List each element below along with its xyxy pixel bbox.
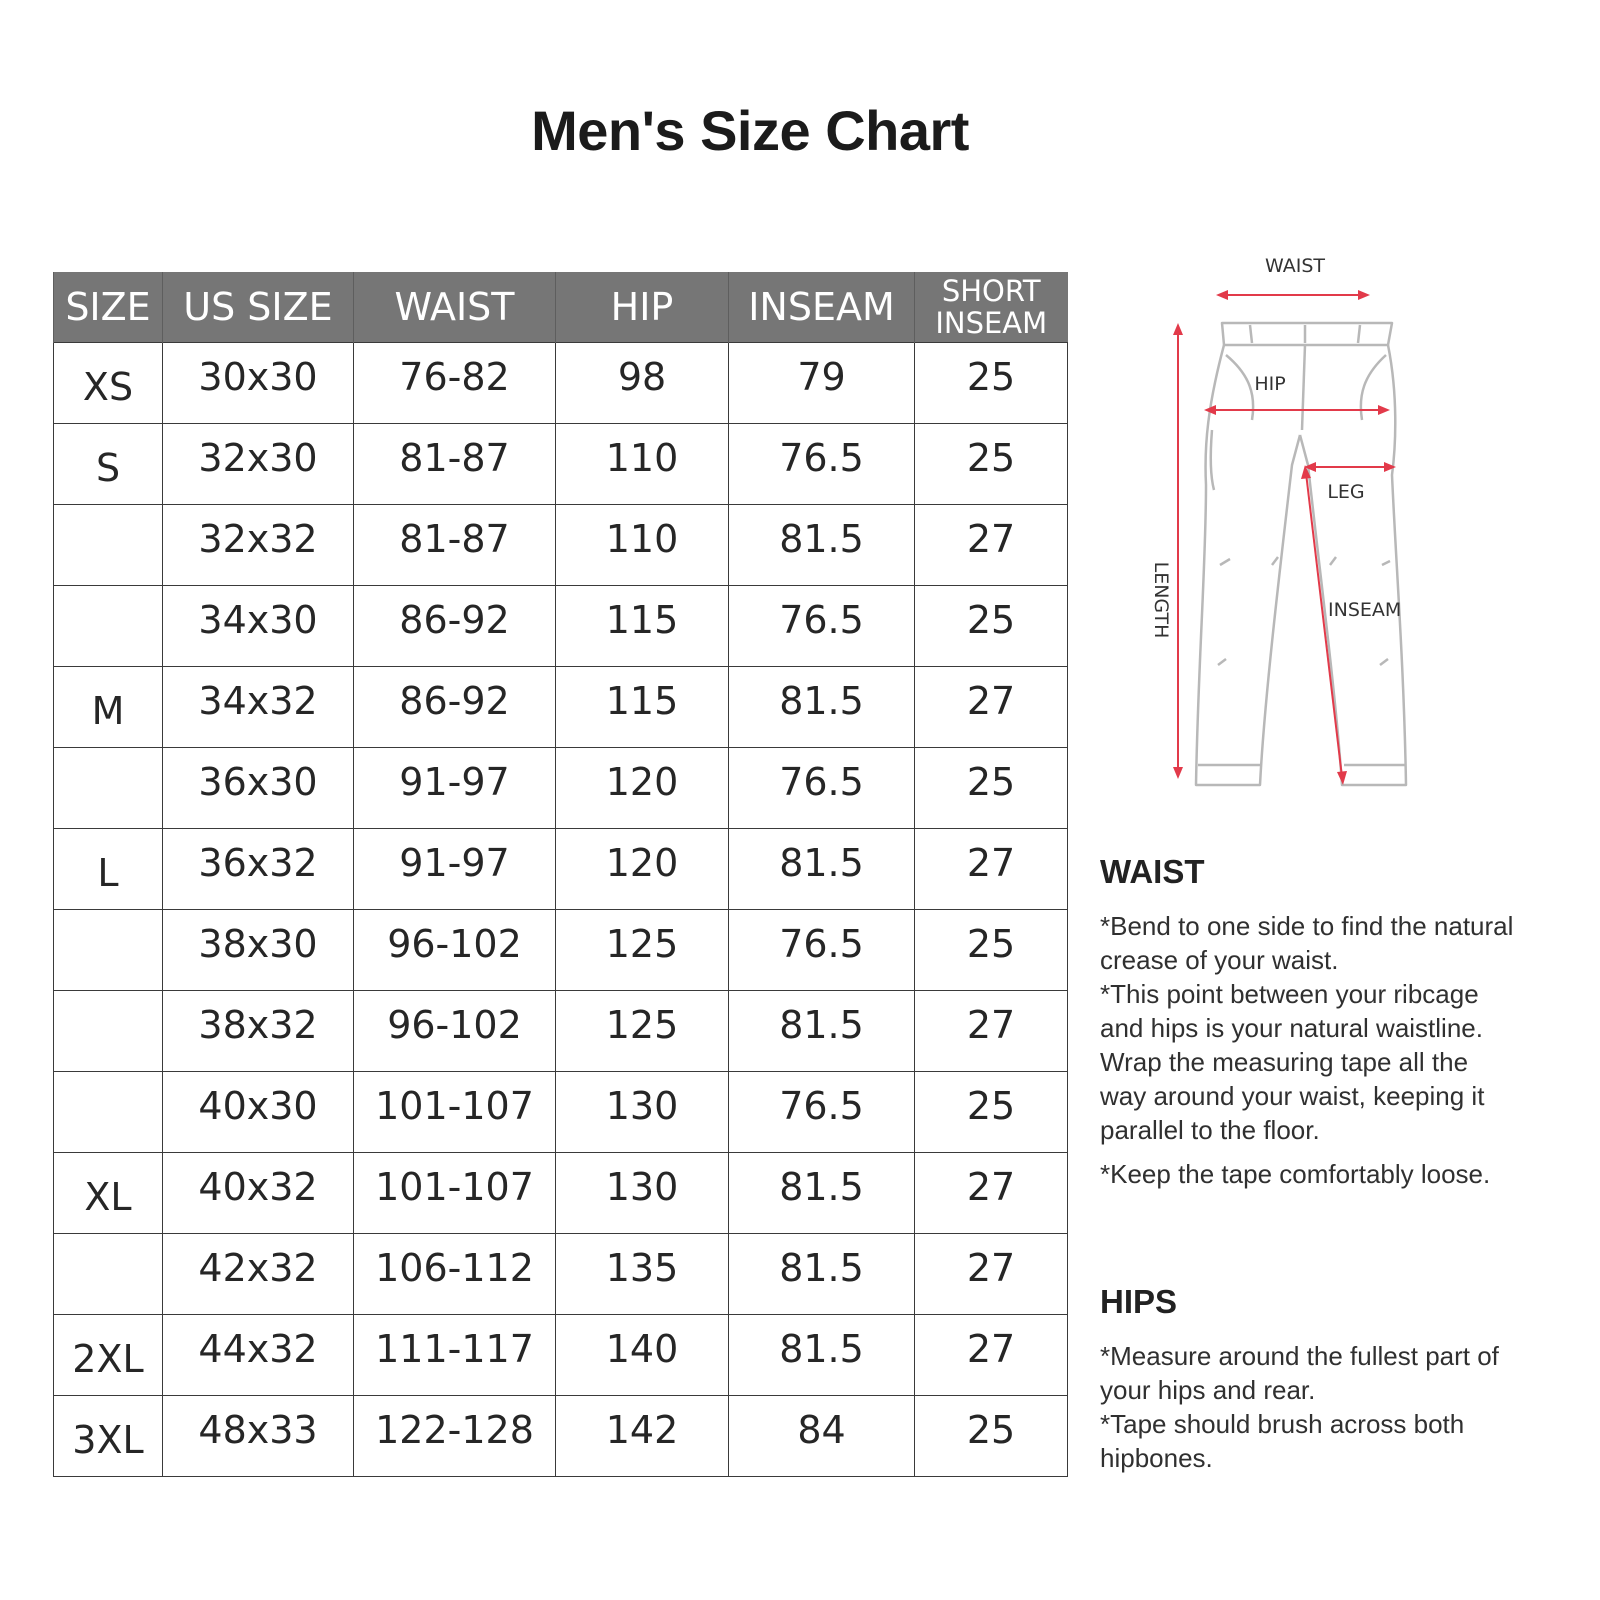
label-inseam: INSEAM xyxy=(1328,599,1402,621)
header-hip: HIP xyxy=(556,272,729,343)
cell-short-inseam: 27 xyxy=(915,1153,1068,1234)
cell-size xyxy=(54,505,163,586)
cell-us-size: 38x32 xyxy=(163,991,354,1072)
cell-short-inseam: 27 xyxy=(915,667,1068,748)
cell-waist: 101-107 xyxy=(354,1153,556,1234)
cell-hip: 130 xyxy=(556,1153,729,1234)
page-title: Men's Size Chart xyxy=(531,99,969,162)
cell-size xyxy=(54,910,163,991)
pants-outline xyxy=(1196,323,1406,785)
cell-hip: 110 xyxy=(556,505,729,586)
cell-hip: 120 xyxy=(556,829,729,910)
table-row xyxy=(54,505,1068,586)
cell-us-size: 32x30 xyxy=(163,424,354,505)
cell-hip: 115 xyxy=(556,586,729,667)
table-header-row xyxy=(54,272,1068,343)
cell-short-inseam: 25 xyxy=(915,1072,1068,1153)
cell-size: XS xyxy=(54,343,163,424)
cell-hip: 110 xyxy=(556,424,729,505)
cell-short-inseam: 25 xyxy=(915,424,1068,505)
cell-short-inseam: 25 xyxy=(915,910,1068,991)
table-row xyxy=(54,343,1068,424)
cell-us-size: 38x30 xyxy=(163,910,354,991)
table-row xyxy=(54,424,1068,505)
cell-waist: 86-92 xyxy=(354,667,556,748)
cell-size xyxy=(54,748,163,829)
header-inseam: INSEAM xyxy=(729,272,915,343)
table-row xyxy=(54,991,1068,1072)
header-us-size: US SIZE xyxy=(163,272,354,343)
cell-waist: 81-87 xyxy=(354,424,556,505)
cell-waist: 96-102 xyxy=(354,991,556,1072)
cell-inseam: 76.5 xyxy=(729,748,915,829)
cell-short-inseam: 27 xyxy=(915,505,1068,586)
cell-hip: 140 xyxy=(556,1315,729,1396)
cell-inseam: 81.5 xyxy=(729,829,915,910)
label-length: LENGTH xyxy=(1150,561,1172,639)
cell-inseam: 76.5 xyxy=(729,424,915,505)
cell-us-size: 36x32 xyxy=(163,829,354,910)
header-short-inseam xyxy=(915,272,1068,343)
cell-size xyxy=(54,1072,163,1153)
table-row xyxy=(54,910,1068,991)
cell-waist: 91-97 xyxy=(354,748,556,829)
cell-hip: 135 xyxy=(556,1234,729,1315)
cell-waist: 101-107 xyxy=(354,1072,556,1153)
cell-hip: 125 xyxy=(556,991,729,1072)
cell-size: M xyxy=(54,667,163,748)
table-row xyxy=(54,1234,1068,1315)
cell-hip: 120 xyxy=(556,748,729,829)
cell-waist: 91-97 xyxy=(354,829,556,910)
label-waist: WAIST xyxy=(1264,255,1326,277)
table-row xyxy=(54,1396,1068,1477)
cell-size: L xyxy=(54,829,163,910)
cell-us-size: 34x32 xyxy=(163,667,354,748)
cell-inseam: 81.5 xyxy=(729,505,915,586)
cell-us-size: 40x32 xyxy=(163,1153,354,1234)
cell-us-size: 30x30 xyxy=(163,343,354,424)
cell-waist: 86-92 xyxy=(354,586,556,667)
cell-size: XL xyxy=(54,1153,163,1234)
header-waist: WAIST xyxy=(354,272,556,343)
table-row xyxy=(54,1153,1068,1234)
cell-short-inseam: 27 xyxy=(915,1315,1068,1396)
hips-note-2: *Tape should brush across both hipbones. xyxy=(1100,1409,1465,1473)
cell-us-size: 42x32 xyxy=(163,1234,354,1315)
header-size: SIZE xyxy=(54,272,163,343)
cell-inseam: 81.5 xyxy=(729,667,915,748)
cell-short-inseam: 25 xyxy=(915,586,1068,667)
cell-inseam: 81.5 xyxy=(729,991,915,1072)
cell-size xyxy=(54,991,163,1072)
cell-us-size: 34x30 xyxy=(163,586,354,667)
hips-heading: HIPS xyxy=(1100,1283,1178,1320)
cell-waist: 122-128 xyxy=(354,1396,556,1477)
cell-inseam: 81.5 xyxy=(729,1153,915,1234)
hips-notes xyxy=(1100,1283,1570,1475)
cell-us-size: 48x33 xyxy=(163,1396,354,1477)
cell-hip: 142 xyxy=(556,1396,729,1477)
table-row xyxy=(54,748,1068,829)
cell-inseam: 76.5 xyxy=(729,586,915,667)
cell-us-size: 32x32 xyxy=(163,505,354,586)
cell-short-inseam: 27 xyxy=(915,1234,1068,1315)
cell-short-inseam: 25 xyxy=(915,748,1068,829)
cell-inseam: 79 xyxy=(729,343,915,424)
cell-size xyxy=(54,586,163,667)
table-row xyxy=(54,586,1068,667)
cell-waist: 76-82 xyxy=(354,343,556,424)
waist-note-2: *This point between your ribcage and hips is your natural waistline. Wrap the measuring tape all the way around your waist, keeping it parallel to the floor. xyxy=(1100,979,1485,1145)
size-chart-table xyxy=(53,272,1068,1477)
header-short-inseam-label: SHORT INSEAM xyxy=(935,274,1048,340)
cell-inseam: 81.5 xyxy=(729,1315,915,1396)
cell-hip: 115 xyxy=(556,667,729,748)
cell-us-size: 36x30 xyxy=(163,748,354,829)
table-row xyxy=(54,829,1068,910)
cell-short-inseam: 27 xyxy=(915,829,1068,910)
cell-waist: 111-117 xyxy=(354,1315,556,1396)
cell-inseam: 81.5 xyxy=(729,1234,915,1315)
waist-note-1: *Bend to one side to find the natural crease of your waist. xyxy=(1100,911,1514,975)
label-leg: LEG xyxy=(1327,481,1365,503)
cell-size xyxy=(54,1234,163,1315)
cell-short-inseam: 25 xyxy=(915,343,1068,424)
cell-short-inseam: 27 xyxy=(915,991,1068,1072)
table-row xyxy=(54,667,1068,748)
cell-hip: 130 xyxy=(556,1072,729,1153)
cell-waist: 106-112 xyxy=(354,1234,556,1315)
hips-note-1: *Measure around the fullest part of your hips and rear. xyxy=(1100,1341,1499,1405)
inseam-arrow xyxy=(1306,473,1342,777)
cell-short-inseam: 25 xyxy=(915,1396,1068,1477)
cell-size: 2XL xyxy=(54,1315,163,1396)
cell-waist: 96-102 xyxy=(354,910,556,991)
label-hip: HIP xyxy=(1254,373,1286,395)
cell-hip: 98 xyxy=(556,343,729,424)
cell-size: S xyxy=(54,424,163,505)
cell-inseam: 84 xyxy=(729,1396,915,1477)
cell-hip: 125 xyxy=(556,910,729,991)
cell-waist: 81-87 xyxy=(354,505,556,586)
waist-note-3: *Keep the tape comfortably loose. xyxy=(1100,1159,1491,1189)
table-row xyxy=(54,1315,1068,1396)
cell-us-size: 44x32 xyxy=(163,1315,354,1396)
pants-measurement-diagram xyxy=(1150,245,1560,825)
table-row xyxy=(54,1072,1068,1153)
waist-heading: WAIST xyxy=(1100,853,1205,890)
cell-inseam: 76.5 xyxy=(729,910,915,991)
waist-notes xyxy=(1100,853,1570,1191)
cell-size: 3XL xyxy=(54,1396,163,1477)
cell-us-size: 40x30 xyxy=(163,1072,354,1153)
cell-inseam: 76.5 xyxy=(729,1072,915,1153)
